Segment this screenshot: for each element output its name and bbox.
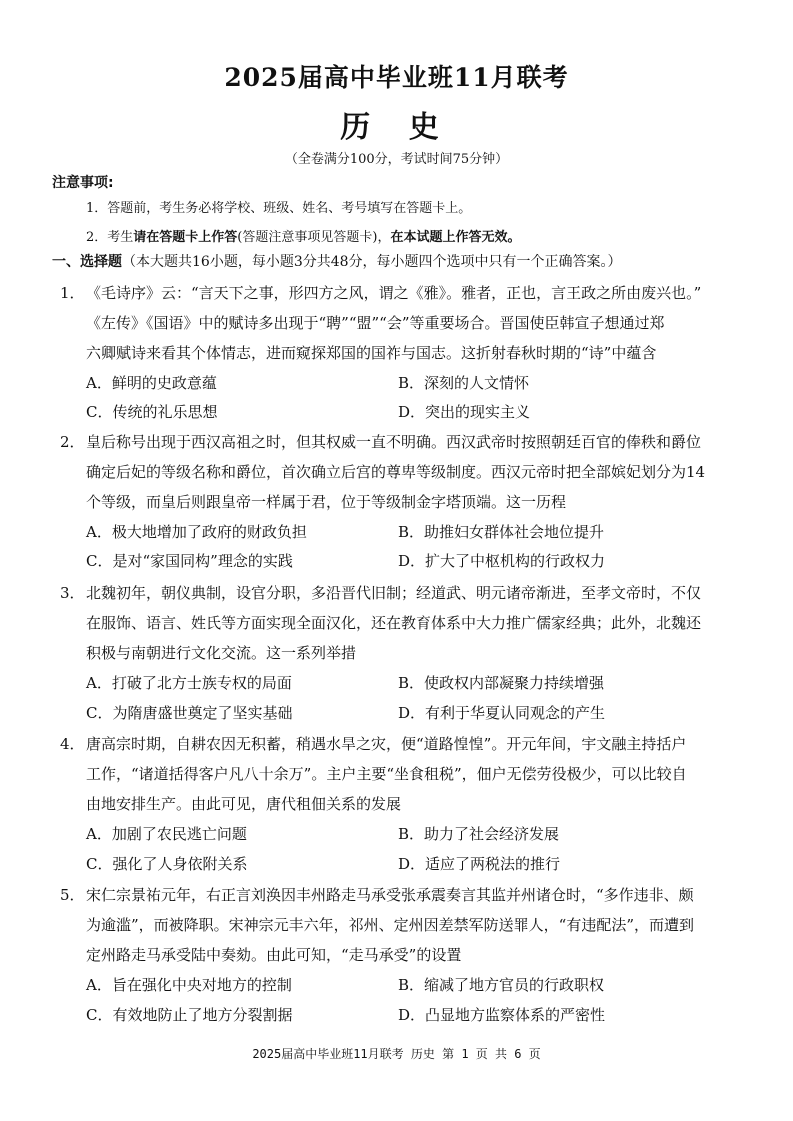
question-line: 确定后妃的等级名称和爵位，首次确立后宫的尊卑等级制度。西汉元帝时把全部嫔妃划分为14	[86, 463, 706, 481]
question-line: 定州路走马承受陆中奏劾。由此可知，“走马承受”的设置	[86, 946, 462, 964]
question-line: 积极与南朝进行文化交流。这一系列举措	[86, 644, 357, 662]
note-item-2	[86, 226, 520, 245]
note-item-2-a: 2．考生	[86, 230, 134, 245]
option-b: B．助力了社会经济发展	[398, 825, 560, 843]
option-a: A．鲜明的史政意蕴	[86, 374, 217, 392]
question-number: 5．	[60, 886, 85, 904]
option-b: B．助推妇女群体社会地位提升	[398, 523, 605, 541]
option-c: C．有效地防止了地方分裂割据	[86, 1006, 293, 1024]
option-d: D．适应了两税法的推行	[398, 855, 561, 873]
question-line: 《左传》《国语》中的赋诗多出现于“聘”“盟”“会”等重要场合。晋国使臣韩宣子想通过郑	[86, 314, 665, 332]
notes-title: 注意事项:	[52, 175, 114, 191]
question-line: 《毛诗序》云：“言天下之事，形四方之风，谓之《雅》。雅者，正也，言王政之所由废兴也。”	[86, 284, 702, 302]
section-desc: （本大题共16小题，每小题3分共48分，每小题四个选项中只有一个正确答案。）	[122, 254, 622, 270]
option-c: C．是对“家国同构”理念的实践	[86, 552, 293, 570]
exam-subject: 历 史	[340, 110, 453, 145]
question-number: 2．	[60, 433, 85, 451]
question-number: 3．	[60, 584, 85, 602]
exam-meta: （全卷满分100分，考试时间75分钟）	[284, 152, 509, 167]
question-number: 4．	[60, 735, 85, 753]
question-line: 由地安排生产。由此可见，唐代租佃关系的发展	[86, 795, 402, 813]
question-line: 个等级，而皇后则跟皇帝一样属于君，位于等级制金字塔顶端。这一历程	[86, 493, 567, 511]
option-b: B．缩减了地方官员的行政职权	[398, 976, 605, 994]
question-number: 1．	[60, 284, 85, 302]
section-title: 一、选择题	[52, 254, 122, 270]
section-heading	[52, 251, 622, 271]
note-item-2-d: 在本试题上作答无效。	[390, 230, 521, 245]
question-line: 工作，“诸道括得客户凡八十余万”。主户主要“坐食租税”，佃户无偿劳役极少，可以比较自	[86, 765, 687, 783]
question-line: 在服饰、语言、姓氏等方面实现全面汉化，还在教育体系中大力推广儒家经典；此外，北魏还	[86, 614, 702, 632]
page-footer: 2025届高中毕业班11月联考 历史 第 1 页 共 6 页	[252, 1047, 541, 1061]
option-a: A．打破了北方士族专权的局面	[86, 674, 292, 692]
option-c: C．强化了人身依附关系	[86, 855, 248, 873]
note-item-2-c: (答题注意事项见答题卡)，	[237, 230, 391, 245]
option-d: D．扩大了中枢机构的行政权力	[398, 552, 606, 570]
exam-title: 2025届高中毕业班11月联考	[224, 63, 569, 92]
option-c: C．传统的礼乐思想	[86, 403, 218, 421]
note-item-2-b: 请在答题卡上作答	[133, 230, 238, 245]
option-b: B．使政权内部凝聚力持续增强	[398, 674, 605, 692]
question-line: 唐高宗时期，自耕农因无积蓄，稍遇水旱之灾，便“道路惶惶”。开元年间，宇文融主持括户	[86, 735, 687, 753]
note-item-1: 1．答题前，考生务必将学校、班级、姓名、考号填写在答题卡上。	[86, 201, 472, 216]
option-b: B．深刻的人文情怀	[398, 374, 530, 392]
option-c: C．为隋唐盛世奠定了坚实基础	[86, 704, 293, 722]
option-d: D．有利于华夏认同观念的产生	[398, 704, 606, 722]
option-a: A．极大地增加了政府的财政负担	[86, 523, 307, 541]
question-line: 宋仁宗景祐元年，右正言刘涣因丰州路走马承受张承震奏言其监并州诸仓时，“多作违非、颇	[86, 886, 694, 904]
question-line: 为逾滥”，而被降职。宋神宗元丰六年，祁州、定州因差禁军防送罪人，“有违配法”，而遭到	[86, 916, 695, 934]
option-d: D．突出的现实主义	[398, 403, 531, 421]
option-a: A．加剧了农民逃亡问题	[86, 825, 247, 843]
question-line: 北魏初年，朝仪典制，设官分职，多沿晋代旧制；经道武、明元诸帝渐进，至孝文帝时，不仅	[86, 584, 702, 602]
question-line: 六卿赋诗来看其个体情志，进而窥探郑国的国祚与国志。这折射春秋时期的“诗”中蕴含	[86, 344, 657, 362]
question-line: 皇后称号出现于西汉高祖之时，但其权威一直不明确。西汉武帝时按照朝廷百官的俸秩和爵位	[86, 433, 702, 451]
option-a: A．旨在强化中央对地方的控制	[86, 976, 292, 994]
option-d: D．凸显地方监察体系的严密性	[398, 1006, 606, 1024]
